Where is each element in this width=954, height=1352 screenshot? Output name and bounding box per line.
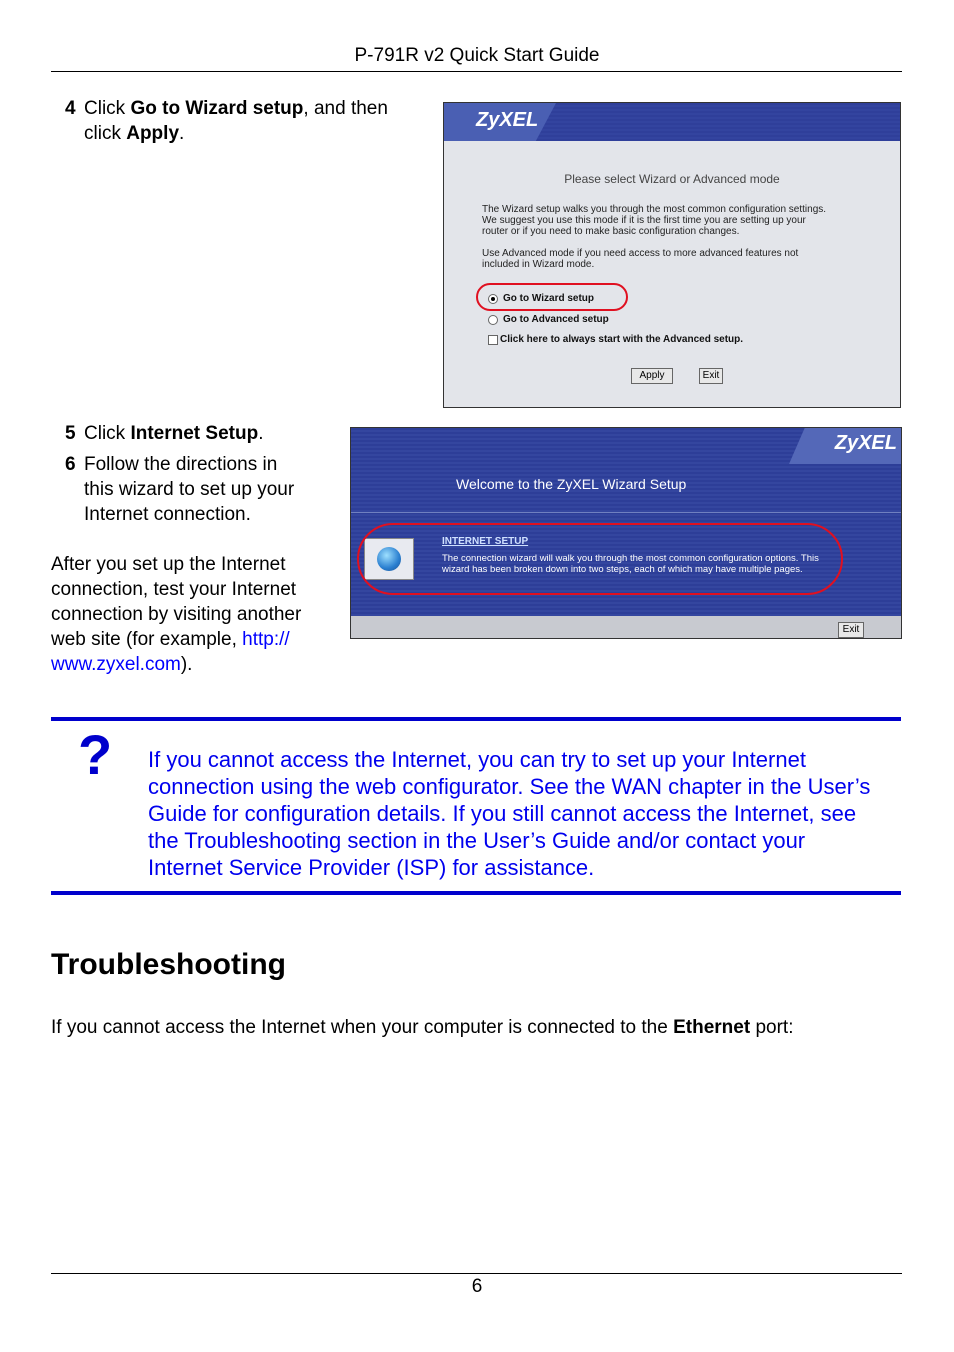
always-advanced-checkbox[interactable] — [488, 335, 498, 345]
step-text: Click — [84, 98, 131, 119]
step-text: , and then — [303, 98, 388, 119]
step-text-line: this wizard to set up your — [84, 479, 295, 500]
note-line: the Troubleshooting section in the User’s Guide and/or contact your — [148, 828, 806, 853]
step-number: 6 — [65, 454, 76, 475]
para-line: connection, test your Internet — [51, 579, 297, 600]
note-bottom-rule — [51, 891, 901, 895]
apply-button[interactable]: Apply — [631, 368, 673, 384]
wizard-welcome-screenshot — [350, 427, 902, 639]
step-5 — [65, 421, 345, 446]
step-4 — [65, 96, 425, 146]
para-text: web site (for example, — [51, 629, 243, 650]
advanced-setup-label: Go to Advanced setup — [503, 314, 609, 325]
para-line — [51, 652, 341, 677]
after-setup-paragraph — [51, 552, 341, 677]
bottom-bar — [351, 616, 901, 638]
zyxel-logo: ZyXEL — [834, 432, 897, 454]
section-title: Troubleshooting — [51, 948, 286, 981]
wizard-setup-label: Go to Wizard setup — [503, 293, 595, 304]
step-text: . — [258, 423, 264, 444]
step-text-line — [84, 96, 388, 121]
step-text-line: Follow the directions in — [84, 454, 278, 475]
note-top-rule — [51, 717, 901, 721]
exit-button[interactable]: Exit — [838, 622, 864, 638]
page-header-title: P-791R v2 Quick Start Guide — [354, 45, 600, 66]
wizard-desc-2: We suggest you use this mode if it is the first time you are setting up your — [482, 215, 806, 226]
page-number: 6 — [471, 1276, 483, 1297]
question-icon: ? — [78, 723, 113, 786]
advanced-desc-2: included in Wizard mode. — [482, 259, 595, 270]
step-6 — [65, 452, 345, 527]
highlight-ring — [357, 523, 843, 595]
step-text: . — [179, 123, 185, 144]
para-text: port: — [750, 1017, 794, 1038]
divider — [351, 512, 901, 513]
welcome-title: Welcome to the ZyXEL Wizard Setup — [456, 476, 687, 492]
step-text: click — [84, 123, 127, 144]
para-bold: Ethernet — [673, 1017, 751, 1038]
zyxel-logo: ZyXEL — [476, 109, 539, 131]
step-text-line — [84, 421, 263, 446]
para-line — [51, 627, 341, 652]
exit-button[interactable]: Exit — [699, 368, 723, 384]
step-number: 4 — [65, 98, 76, 119]
wizard-desc-3: router or if you need to make basic configuration changes. — [482, 226, 740, 237]
internet-setup-link[interactable]: INTERNET SETUP — [442, 536, 529, 547]
note-line: Internet Service Provider (ISP) for assistance. — [148, 855, 595, 880]
para-line: connection by visiting another — [51, 604, 302, 625]
advanced-setup-radio[interactable] — [488, 315, 498, 325]
step-bold: Internet Setup — [130, 423, 259, 444]
para-text: If you cannot access the Internet when your computer is connected to the — [51, 1017, 674, 1038]
always-advanced-label: Click here to always start with the Advanced setup. — [500, 334, 744, 345]
step-bold: Apply — [126, 123, 180, 144]
highlight-ring — [476, 283, 628, 311]
note-line: If you cannot access the Internet, you can try to set up your Internet — [148, 747, 806, 772]
note-line: connection using the web configurator. See the WAN chapter in the User’s — [148, 774, 871, 799]
note-text — [148, 746, 900, 881]
wizard-mode-heading: Please select Wizard or Advanced mode — [564, 172, 780, 186]
header-rule — [51, 71, 902, 72]
para-text: ). — [180, 654, 193, 675]
footer-rule — [51, 1273, 902, 1274]
internet-setup-desc: The connection wizard will walk you through the most common configuration options. This wizard has been broken down into two steps, each of which may have multiple pages. — [442, 553, 819, 575]
zyxel-link-continued[interactable]: www.zyxel.com — [51, 654, 181, 675]
step-bold: Go to Wizard setup — [130, 98, 304, 119]
note-line: Guide for configuration details. If you still cannot access the Internet, see — [148, 801, 857, 826]
step-number: 5 — [65, 423, 76, 444]
step-text: Click — [84, 423, 131, 444]
advanced-desc-1: Use Advanced mode if you need access to more advanced features not — [482, 248, 799, 259]
section-paragraph — [51, 1017, 793, 1039]
zyxel-link[interactable]: http:// — [242, 629, 290, 650]
para-line: After you set up the Internet — [51, 554, 286, 575]
wizard-mode-screenshot — [443, 102, 901, 408]
wizard-desc-1: The Wizard setup walks you through the most common configuration settings. — [482, 204, 827, 215]
step-text-line: Internet connection. — [84, 504, 251, 525]
step-text-line — [84, 121, 184, 146]
